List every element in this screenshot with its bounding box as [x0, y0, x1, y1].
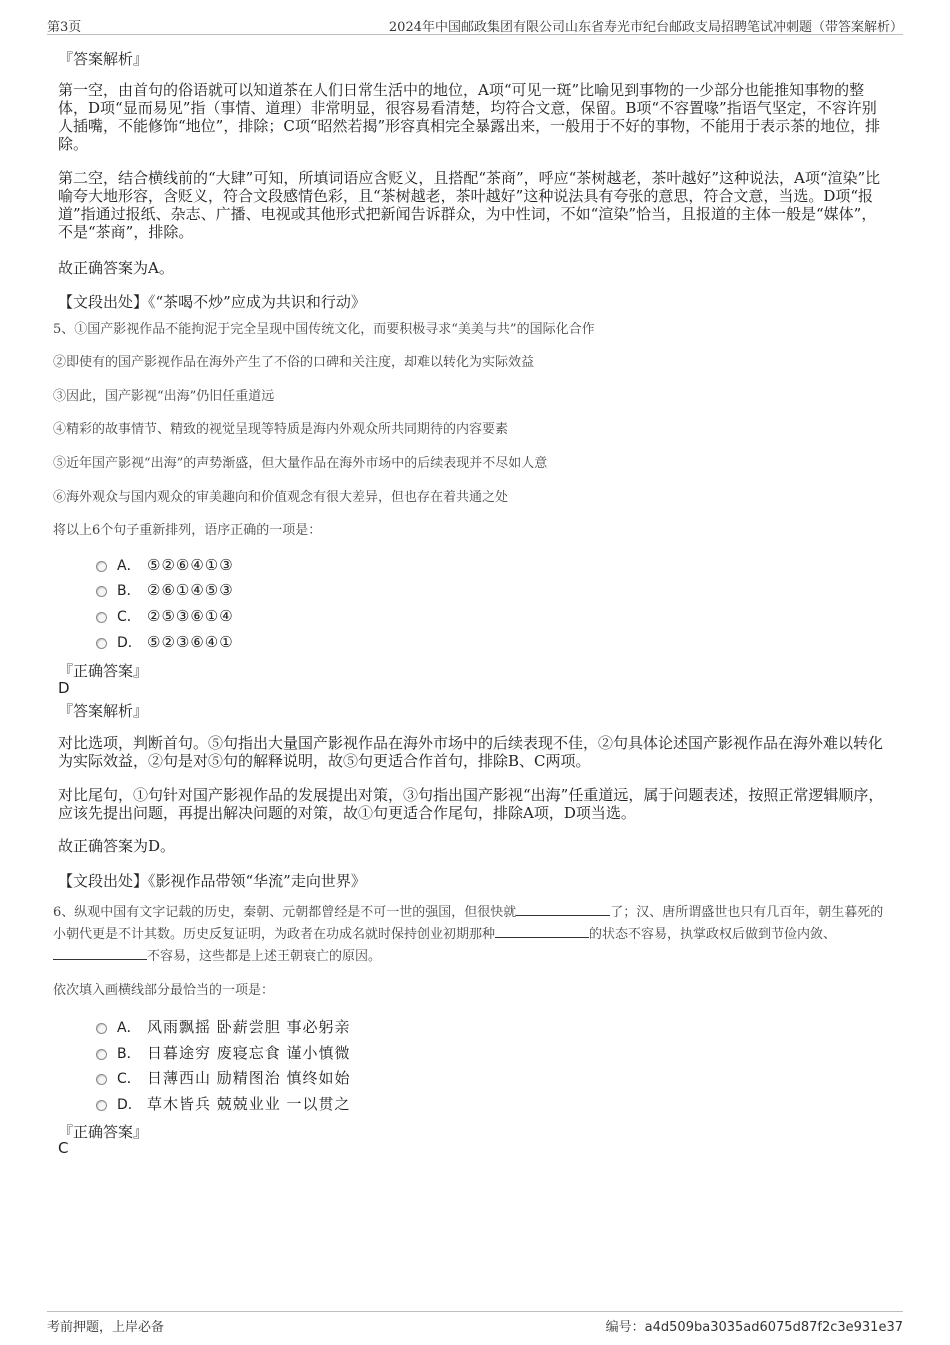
q5-option-c[interactable]: C． ②⑤③⑥①④: [96, 606, 234, 626]
q5-analysis-p2: 对比尾句，①句针对国产影视作品的发展提出对策，③句指出国产影视“出海”任重道远，属于问题表述，按照正常逻辑顺序，应该先提出问题，再提出解决问题的对策，故①句更适合作尾句，排除A项，D项当选。: [58, 786, 884, 822]
footer-slogan: 考前押题，上岸必备: [47, 1320, 165, 1335]
blank-1: [516, 903, 610, 916]
page-footer: [47, 1311, 903, 1336]
page-header: [47, 14, 903, 35]
q6-option-c[interactable]: C． 日薄西山 励精图治 慎终如始: [96, 1067, 351, 1087]
radio-icon[interactable]: [96, 612, 107, 623]
radio-icon[interactable]: [96, 1074, 107, 1085]
q5-option-d[interactable]: D． ⑤②③⑥④①: [96, 632, 234, 652]
q4-analysis-p1: 第一空，由首句的俗语就可以知道茶在人们日常生活中的地位，A项“可见一斑”比喻见到事物的一少部分也能推知事物的整体，D项“显而易见”指（事情、道理）非常明显，很容易看清楚，均符合文意，保留。B项“不容置喙”指语气坚定，不容许别人插嘴，不能修饰“地位”，排除；C项“昭然若揭”形容真相完全暴露出来，一般用于不好的事物，不能用于表示茶的地位，排除。: [58, 81, 881, 153]
document-title: 2024年中国邮政集团有限公司山东省寿光市纪台邮政支局招聘笔试冲刺题（带答案解析）: [388, 20, 903, 35]
q6-question: 6、纵观中国有文字记载的历史，秦朝、元朝都曾经是不可一世的强国，但很快就 了；汉、唐所谓盛世也只有几百年，朝生暮死的小朝代更是不计其数。历史反复证明，为政者在功成名就时保持创业初期那种 的状态不容易，执掌政权后做到节俭内敛、不容易，这些都是上述王朝衰亡的原因。: [53, 905, 884, 964]
blank-3: [53, 947, 147, 960]
q4-conclusion: 故正确答案为A。: [58, 259, 174, 277]
radio-icon[interactable]: [96, 638, 107, 649]
q5-analysis-label: 『答案解析』: [58, 702, 149, 720]
q5-prompt: 将以上6个句子重新排列，语序正确的一项是：: [53, 523, 322, 538]
q6-answer-label: 『正确答案』: [58, 1123, 149, 1141]
q5-conclusion: 故正确答案为D。: [58, 837, 176, 855]
q6-option-a[interactable]: A． 风雨飘摇 卧薪尝胆 事必躬亲: [96, 1016, 351, 1036]
q6-prompt: 依次填入画横线部分最恰当的一项是：: [53, 983, 275, 998]
q5-sentence-3: ③因此，国产影视“出海”仍旧任重道远: [53, 389, 275, 404]
q5-source: 【文段出处】《影视作品带领“华流”走向世界》: [58, 872, 366, 890]
q4-analysis-p2: 第二空，结合横线前的“大肆”可知，所填词语应含贬义，且搭配“茶商”，呼应“茶树越老，茶叶越好”这种说法，A项“渲染”比喻夸大地形容，含贬义，符合文段感情色彩，且“茶树越老，茶叶越好”这种说法具有夸张的意思，符合文意，当选。D项“报道”指通过报纸、杂志、广播、电视或其他形式把新闻告诉群众，为中性词，不如“渲染”恰当，且报道的主体一般是“媒体”，不是“茶商”，排除。: [58, 169, 881, 241]
q5-answer: D: [58, 679, 70, 697]
q5-analysis-p1: 对比选项，判断首句。⑤句指出大量国产影视作品在海外市场中的后续表现不佳，②句具体论述国产影视作品在海外难以转化为实际效益，②句是对⑤句的解释说明，故⑤句更适合作首句，排除B、C两项。: [58, 734, 884, 770]
q6-answer: C: [58, 1139, 69, 1157]
radio-icon[interactable]: [96, 561, 107, 572]
radio-icon[interactable]: [96, 1023, 107, 1034]
blank-2: [495, 925, 589, 938]
q6-option-d[interactable]: D． 草木皆兵 兢兢业业 一以贯之: [96, 1093, 351, 1113]
q5-sentence-5: ⑤近年国产影视“出海”的声势渐盛，但大量作品在海外市场中的后续表现并不尽如人意: [53, 456, 548, 471]
q5-option-b[interactable]: B． ②⑥①④⑤③: [96, 580, 234, 600]
q5-option-a[interactable]: A． ⑤②⑥④①③: [96, 555, 234, 575]
radio-icon[interactable]: [96, 586, 107, 597]
page-number: 第3页: [47, 20, 82, 35]
document-code: 编号：a4d509ba3035ad6075d87f2c3e931e37: [605, 1320, 903, 1335]
radio-icon[interactable]: [96, 1049, 107, 1060]
q4-analysis-label: 『答案解析』: [58, 50, 149, 68]
q5-sentence-6: ⑥海外观众与国内观众的审美趣向和价值观念有很大差异，但也存在着共通之处: [53, 490, 509, 505]
q4-source: 【文段出处】《“茶喝不炒”应成为共识和行动》: [58, 293, 366, 311]
q5-sentence-1: 5、①国产影视作品不能拘泥于完全呈现中国传统文化，而要积极寻求“美美与共”的国际化合作: [53, 322, 595, 337]
q5-sentence-2: ②即使有的国产影视作品在海外产生了不俗的口碑和关注度，却难以转化为实际效益: [53, 355, 535, 370]
q5-answer-label: 『正确答案』: [58, 662, 149, 680]
q6-option-b[interactable]: B． 日暮途穷 废寝忘食 谨小慎微: [96, 1042, 351, 1062]
radio-icon[interactable]: [96, 1100, 107, 1111]
q5-sentence-4: ④精彩的故事情节、精致的视觉呈现等特质是海内外观众所共同期待的内容要素: [53, 422, 509, 437]
